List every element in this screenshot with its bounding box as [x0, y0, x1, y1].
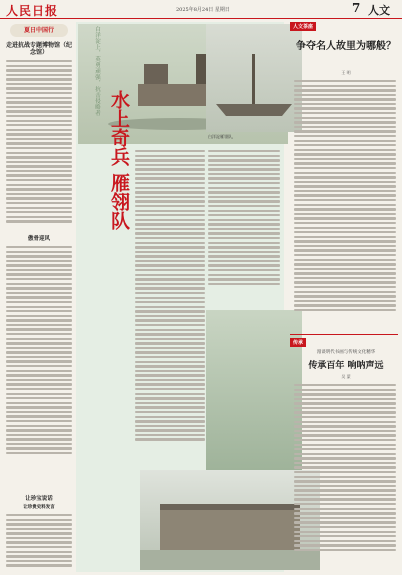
- photo2-caption: 白洋淀雁翎队，: [208, 134, 236, 139]
- page-name: 人文: [368, 4, 390, 17]
- feature-subtitle: 白洋淀上，英勇顽强，抗击侵略者: [94, 26, 100, 116]
- masthead: 人民日报: [6, 4, 59, 18]
- boat-illustration: [206, 24, 302, 132]
- heritage-title: 传承百年 响呐声远: [308, 361, 384, 371]
- left-subhead-3: 让珍贵史料发言: [23, 505, 55, 510]
- feature-body-2: [208, 150, 280, 300]
- lake-photo: [206, 310, 302, 470]
- feature-body-1: [135, 150, 205, 470]
- memorial-hall-photo: [140, 470, 320, 570]
- left-subhead-2: 让珍宝说话: [25, 496, 53, 502]
- left-headline: 走进抗战专题博物馆（纪念馆）: [6, 42, 73, 56]
- page-number: 7: [352, 1, 361, 15]
- section-label-heritage: 传承: [290, 338, 306, 347]
- heritage-author: 吴 蒙: [341, 374, 351, 379]
- section-divider: [290, 334, 398, 335]
- feature-title: 水上奇兵 雁翎队: [108, 90, 130, 230]
- left-body-2: [6, 246, 72, 476]
- column-logo: 夏日中国行: [10, 24, 68, 37]
- dateline: 2025年8月24日 星期日: [176, 7, 230, 13]
- right-body-2: [294, 384, 396, 570]
- section-label-culture-tea: 人文茶座: [290, 22, 316, 31]
- left-body-3: [6, 514, 72, 572]
- left-subhead-1: 傲骨迎风: [27, 236, 50, 242]
- right-body-1: [294, 80, 396, 330]
- heritage-subtitle: 漫谈明代书画与传统文化精华: [316, 350, 376, 355]
- left-body-1: [6, 60, 72, 230]
- right-article-author: 王 明: [341, 70, 351, 75]
- hall-illustration: [140, 470, 320, 570]
- boat-photo: [206, 24, 302, 132]
- right-article-title: 争夺名人故里为哪般？: [296, 41, 396, 52]
